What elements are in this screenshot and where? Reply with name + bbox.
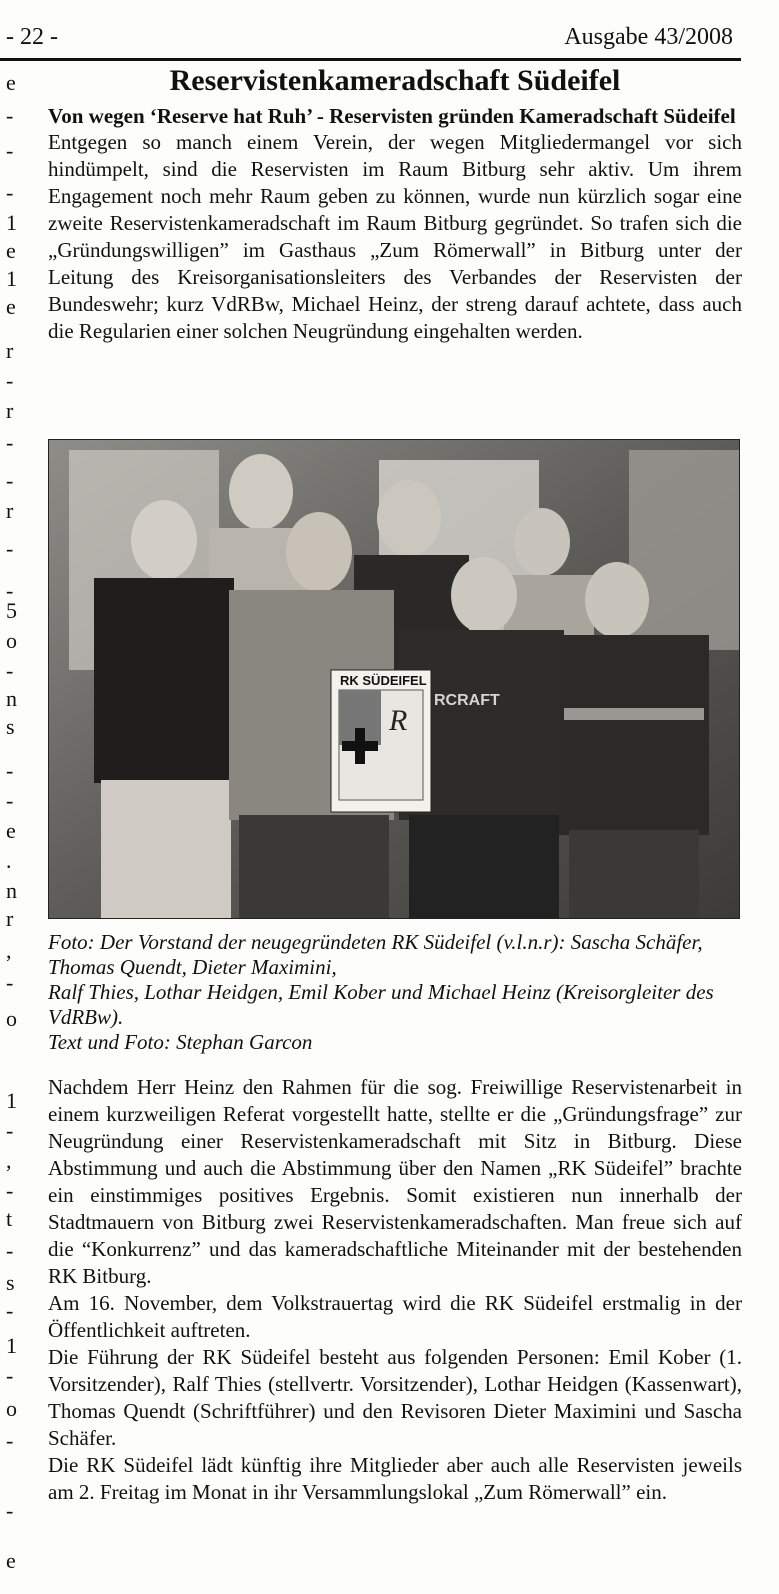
column-fragment: - xyxy=(6,1428,14,1453)
article-body xyxy=(48,1074,742,1506)
column-fragment: o xyxy=(6,1396,17,1421)
column-fragment: - xyxy=(6,788,14,813)
body-paragraph-3: Die Führung der RK Südeifel besteht aus folgenden Personen: Emil Kober (1. Vorsitzender), Ralf Thies (stellvertr. Vorsitzender), Lothar Heidgen (Kassenwart), Thomas Quendt (Schriftführer) und den Revisoren Dieter Maximini und Sascha Schäfer. xyxy=(48,1345,742,1450)
caption-credit: Text und Foto: Stephan Garcon xyxy=(48,1030,313,1054)
page-number: - 22 - xyxy=(6,24,58,50)
banner-letter: R xyxy=(389,704,408,737)
column-fragment: , xyxy=(6,1148,12,1173)
column-fragment: r xyxy=(6,906,14,931)
column-fragment: - xyxy=(6,758,14,783)
column-fragment: - xyxy=(6,1363,14,1388)
column-fragment: - xyxy=(6,1118,14,1143)
column-fragment: e xyxy=(6,818,16,843)
column-fragment: r xyxy=(6,498,14,523)
column-fragment: o xyxy=(6,1006,17,1031)
column-fragment: - xyxy=(6,578,14,603)
column-fragment: s xyxy=(6,714,15,739)
body-paragraph-4: Die RK Südeifel lädt künftig ihre Mitglieder aber auch alle Reservisten jeweils am 2. Freitag im Monat in ihr Versammlungslokal „Zum Römerwall” ein. xyxy=(48,1453,742,1504)
column-fragment: - xyxy=(6,970,14,995)
column-fragment: e xyxy=(6,70,16,95)
column-fragment: t xyxy=(6,1206,13,1231)
body-paragraph-2: Am 16. November, dem Volkstrauertag wird die RK Südeifel erstmalig in der Öffentlichkeit auftreten. xyxy=(48,1291,742,1342)
column-fragment: - xyxy=(6,103,14,128)
caption-line-2: Ralf Thies, Lothar Heidgen, Emil Kober und Michael Heinz (Kreisorgleiter des VdRBw). xyxy=(48,980,714,1029)
column-fragment: - xyxy=(6,536,14,561)
column-fragment: - xyxy=(6,368,14,393)
column-fragment: n xyxy=(6,878,17,903)
column-fragment: o xyxy=(6,628,17,653)
column-fragment: - xyxy=(6,1238,14,1263)
column-fragment: - xyxy=(6,1498,14,1523)
shirt-text: RCRAFT xyxy=(434,692,500,709)
article-intro: Entgegen so manch einem Verein, der wegen Mitgliedermangel vor sich hindümpelt, sind die Reservisten im Raum Bitburg sehr aktiv. Um ihrem Engagement noch mehr Raum geben zu können, wurde nun kürzlich sogar eine zweite Reservistenkameradschaft im Raum Bitburg gegründet. So trafen sich die „Gründungswilligen” im Gasthaus „Zum Römerwall” in Bitburg unter der Leitung des Kreisorganisationsleiters des Verbandes der Reservisten der Bundeswehr; kurz VdRBw, Michael Heinz, der streng darauf achtete, dass auch die Regularien einer solchen Neugründung eingehalten werden. xyxy=(48,130,742,343)
column-fragment: 1 xyxy=(6,210,17,235)
banner-text: RK SÜDEIFEL xyxy=(340,673,427,688)
column-fragment: - xyxy=(6,1298,14,1323)
column-fragment: - xyxy=(6,180,14,205)
article-headline: Reservistenkameradschaft Südeifel xyxy=(169,64,621,97)
column-fragment: e xyxy=(6,294,16,319)
body-paragraph-1: Nachdem Herr Heinz den Rahmen für die sog. Freiwillige Reservistenarbeit in einem kurzweiligen Referat vorgestellt hatte, stellte er die „Gründungsfrage” zur Neugründung einer Reservistenkameradschaft mit Sitz in Bitburg. Diese Abstimmung und auch die Abstimmung über den Namen „RK Südeifel” brachte ein einstimmiges positives Ergebnis. Somit existieren nun innerhalb der Stadtmauern von Bitburg zwei Reservistenkameradschaften. Man freue sich auf die “Konkurrenz” und das kameradschaftliche Miteinander mit der bestehenden RK Bitburg. xyxy=(48,1075,742,1288)
article-subhead: Von wegen ‘Reserve hat Ruh’ - Reservisten gründen Kameradschaft Südeifel xyxy=(48,104,736,128)
caption-line-1: Foto: Der Vorstand der neugegründeten RK Südeifel (v.l.n.r): Sascha Schäfer, Thomas Quendt, Dieter Maximini, xyxy=(48,930,703,979)
column-fragment: s xyxy=(6,1270,15,1295)
column-fragment: - xyxy=(6,1178,14,1203)
column-fragment: - xyxy=(6,468,14,493)
issue-label: Ausgabe 43/2008 xyxy=(564,24,733,50)
column-fragment: r xyxy=(6,398,14,423)
column-fragment: e xyxy=(6,1548,16,1573)
adjacent-column-fragments xyxy=(0,60,28,1594)
photo-caption xyxy=(48,930,742,1055)
column-fragment: 1 xyxy=(6,266,17,291)
column-fragment: n xyxy=(6,686,17,711)
group-photo-illustration xyxy=(49,440,739,918)
column-fragment: 1 xyxy=(6,1333,17,1358)
column-fragment: - xyxy=(6,658,14,683)
column-fragment: . xyxy=(6,848,12,873)
group-photo xyxy=(48,439,740,919)
column-fragment: - xyxy=(6,138,14,163)
column-fragment: - xyxy=(6,430,14,455)
column-fragment: e xyxy=(6,238,16,263)
column-fragment: , xyxy=(6,938,12,963)
header-rule xyxy=(0,58,741,61)
article xyxy=(48,62,742,345)
column-fragment: 1 xyxy=(6,1088,17,1113)
column-fragment: 5 xyxy=(6,598,17,623)
column-fragment: r xyxy=(6,338,14,363)
page-header xyxy=(0,0,779,58)
